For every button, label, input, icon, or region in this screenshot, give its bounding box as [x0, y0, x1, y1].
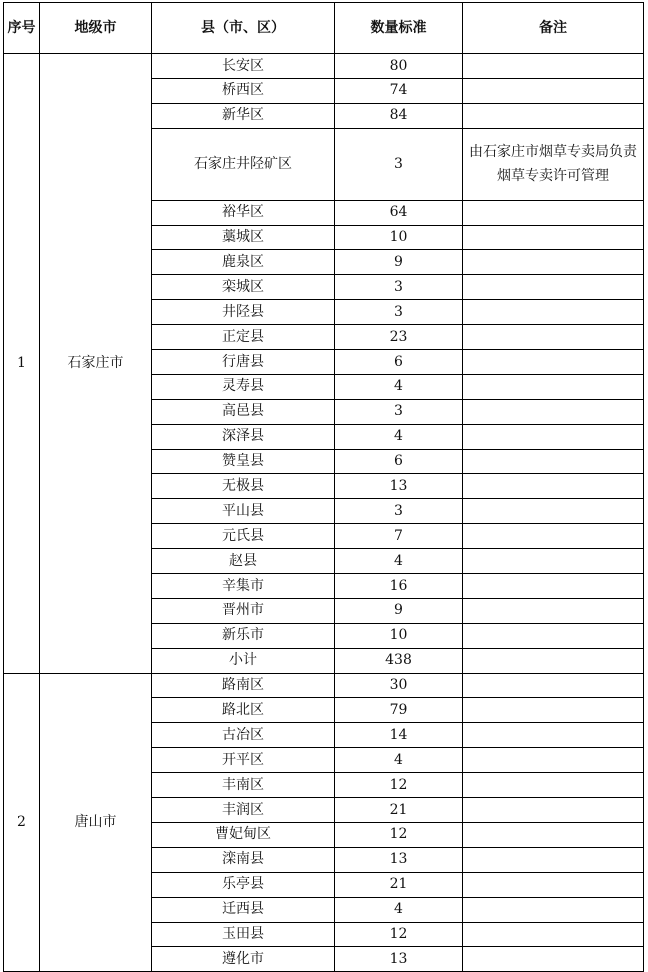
note-cell	[463, 872, 644, 897]
note-cell	[463, 773, 644, 798]
county-cell: 正定县	[152, 325, 335, 350]
quota-cell: 7	[335, 524, 463, 549]
quota-cell: 9	[335, 598, 463, 623]
quota-cell: 10	[335, 225, 463, 250]
note-cell	[463, 499, 644, 524]
county-cell: 滦南县	[152, 847, 335, 872]
county-cell: 桥西区	[152, 78, 335, 103]
county-cell: 路南区	[152, 673, 335, 698]
county-cell: 栾城区	[152, 275, 335, 300]
county-cell: 井陉县	[152, 300, 335, 325]
header-note: 备注	[463, 3, 644, 54]
county-cell: 丰南区	[152, 773, 335, 798]
group-city-cell: 唐山市	[40, 673, 152, 972]
quota-cell: 64	[335, 200, 463, 225]
quota-cell: 4	[335, 549, 463, 574]
note-cell	[463, 275, 644, 300]
county-cell: 玉田县	[152, 922, 335, 947]
quota-cell: 3	[335, 399, 463, 424]
quota-cell: 4	[335, 748, 463, 773]
county-cell: 路北区	[152, 698, 335, 723]
table-row	[4, 54, 644, 79]
quota-cell: 74	[335, 78, 463, 103]
county-cell: 石家庄井陉矿区	[152, 128, 335, 200]
quota-cell: 10	[335, 623, 463, 648]
note-cell	[463, 549, 644, 574]
county-cell: 高邑县	[152, 399, 335, 424]
quota-cell: 79	[335, 698, 463, 723]
county-cell: 新华区	[152, 103, 335, 128]
county-cell: 丰润区	[152, 798, 335, 823]
header-county: 县（市、区）	[152, 3, 335, 54]
note-cell	[463, 399, 644, 424]
note-cell	[463, 847, 644, 872]
county-cell: 赞皇县	[152, 449, 335, 474]
quota-cell: 438	[335, 648, 463, 673]
note-cell	[463, 598, 644, 623]
quota-cell: 16	[335, 574, 463, 599]
note-cell	[463, 798, 644, 823]
quota-cell: 30	[335, 673, 463, 698]
note-cell	[463, 623, 644, 648]
quota-cell: 6	[335, 449, 463, 474]
quota-cell: 3	[335, 499, 463, 524]
county-cell: 赵县	[152, 549, 335, 574]
note-cell	[463, 748, 644, 773]
note-cell	[463, 673, 644, 698]
note-cell	[463, 922, 644, 947]
quota-cell: 12	[335, 773, 463, 798]
county-cell: 小计	[152, 648, 335, 673]
note-cell	[463, 225, 644, 250]
county-cell: 藁城区	[152, 225, 335, 250]
county-cell: 元氏县	[152, 524, 335, 549]
quota-cell: 4	[335, 424, 463, 449]
quota-table-sheet	[3, 2, 644, 972]
county-cell: 灵寿县	[152, 374, 335, 399]
quota-cell: 9	[335, 250, 463, 275]
note-cell	[463, 897, 644, 922]
header-seq: 序号	[4, 3, 40, 54]
quota-cell: 3	[335, 128, 463, 200]
county-cell: 深泽县	[152, 424, 335, 449]
quota-cell: 13	[335, 847, 463, 872]
header-city: 地级市	[40, 3, 152, 54]
county-cell: 行唐县	[152, 350, 335, 375]
quota-cell: 21	[335, 872, 463, 897]
table-header-row	[4, 3, 644, 54]
county-cell: 辛集市	[152, 574, 335, 599]
quota-cell: 4	[335, 897, 463, 922]
quota-cell: 3	[335, 275, 463, 300]
note-cell	[463, 54, 644, 79]
quota-cell: 21	[335, 798, 463, 823]
note-cell	[463, 325, 644, 350]
header-quota: 数量标准	[335, 3, 463, 54]
county-cell: 晋州市	[152, 598, 335, 623]
quota-cell: 14	[335, 723, 463, 748]
county-cell: 乐亭县	[152, 872, 335, 897]
note-cell	[463, 822, 644, 847]
quota-cell: 13	[335, 474, 463, 499]
group-seq-cell: 2	[4, 673, 40, 972]
quota-table-body	[4, 3, 644, 972]
note-cell	[463, 723, 644, 748]
group-seq-cell: 1	[4, 54, 40, 674]
county-cell: 新乐市	[152, 623, 335, 648]
note-cell: 由石家庄市烟草专卖局负责烟草专卖许可管理	[463, 128, 644, 200]
note-cell	[463, 250, 644, 275]
note-cell	[463, 574, 644, 599]
quota-cell: 23	[335, 325, 463, 350]
group-city-cell: 石家庄市	[40, 54, 152, 674]
note-cell	[463, 103, 644, 128]
county-cell: 无极县	[152, 474, 335, 499]
county-cell: 裕华区	[152, 200, 335, 225]
note-cell	[463, 947, 644, 972]
quota-cell: 84	[335, 103, 463, 128]
quota-cell: 6	[335, 350, 463, 375]
note-cell	[463, 374, 644, 399]
quota-cell: 3	[335, 300, 463, 325]
note-cell	[463, 698, 644, 723]
note-cell	[463, 524, 644, 549]
quota-cell: 12	[335, 922, 463, 947]
note-cell	[463, 78, 644, 103]
note-cell	[463, 474, 644, 499]
county-cell: 古冶区	[152, 723, 335, 748]
quota-cell: 12	[335, 822, 463, 847]
county-cell: 开平区	[152, 748, 335, 773]
county-cell: 平山县	[152, 499, 335, 524]
county-cell: 遵化市	[152, 947, 335, 972]
county-cell: 迁西县	[152, 897, 335, 922]
note-cell	[463, 449, 644, 474]
quota-cell: 13	[335, 947, 463, 972]
note-cell	[463, 200, 644, 225]
note-cell	[463, 300, 644, 325]
note-cell	[463, 350, 644, 375]
county-cell: 曹妃甸区	[152, 822, 335, 847]
table-row	[4, 673, 644, 698]
quota-cell: 4	[335, 374, 463, 399]
note-cell	[463, 648, 644, 673]
county-cell: 长安区	[152, 54, 335, 79]
county-cell: 鹿泉区	[152, 250, 335, 275]
quota-table	[3, 2, 644, 972]
quota-cell: 80	[335, 54, 463, 79]
note-cell	[463, 424, 644, 449]
